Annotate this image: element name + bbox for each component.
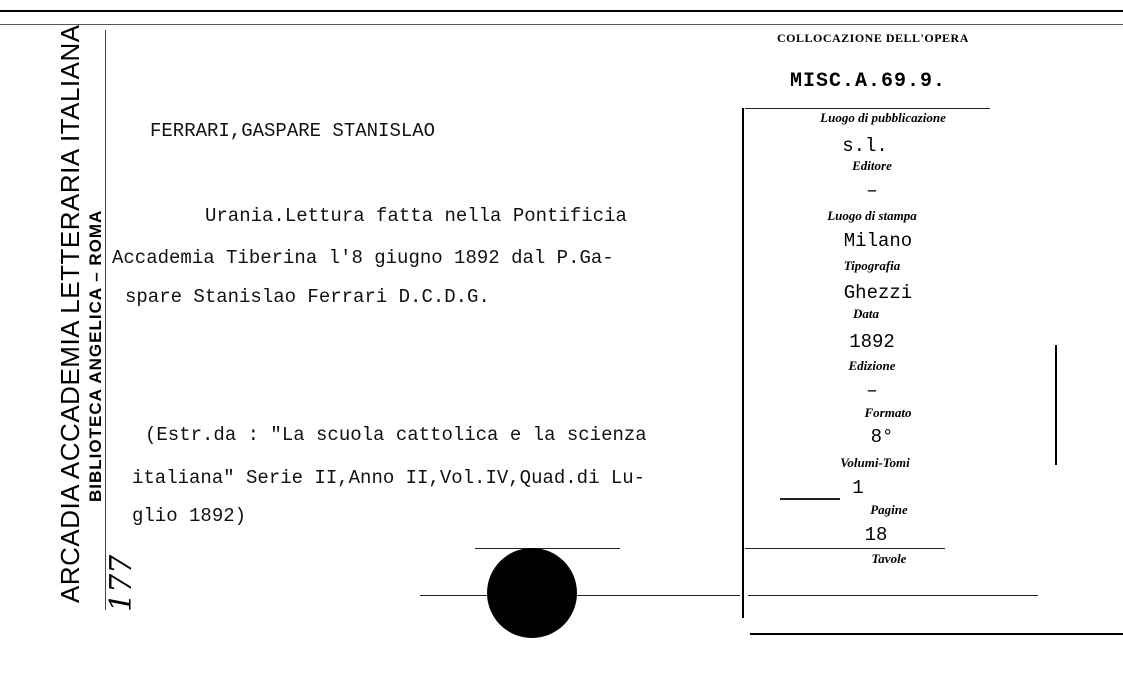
field-label-pages: Pagine: [870, 502, 908, 517]
field-value-printer: Ghezzi: [843, 282, 913, 304]
field-value-pages: 18: [864, 524, 888, 546]
field-dash-3: [745, 548, 945, 549]
handwritten-number: 177: [104, 554, 139, 612]
title-line: Urania.Lettura fatta nella Pontificia: [205, 205, 627, 227]
punch-hole: [487, 548, 577, 638]
field-label-place-of-printing: Luogo di stampa: [827, 208, 917, 223]
field-value-edition: –: [866, 380, 878, 402]
collocation-value: MISC.A.69.9.: [790, 70, 947, 93]
field-value-place-of-publication: s.l.: [842, 135, 888, 157]
field-value-publisher: –: [866, 180, 878, 202]
note-line: glio 1892): [132, 505, 247, 527]
bottom-dash: [420, 595, 740, 596]
field-label-printer: Tipografia: [843, 258, 901, 273]
field-label-edition: Edizione: [848, 358, 896, 373]
field-value-place-of-printing: Milano: [843, 230, 913, 252]
field-value-date: 1892: [849, 331, 895, 353]
title-line: Accademia Tiberina l'8 giugno 1892 dal P.Ga-: [112, 247, 614, 269]
institution-name: ARCADIA ACCADEMIA LETTERARIA ITALIANA: [55, 24, 85, 603]
bottom-border: [750, 633, 1123, 635]
field-dash-1: [745, 108, 990, 109]
field-label-plates: Tavole: [871, 551, 907, 566]
note-line: (Estr.da : "La scuola cattolica e la scienza: [145, 424, 647, 446]
right-edge-rule: [1055, 345, 1057, 465]
collocation-label: COLLOCAZIONE DELL'OPERA: [777, 31, 969, 45]
underline-dash: [475, 548, 620, 549]
field-label-publisher: Editore: [852, 158, 892, 173]
fields-panel-rule: [742, 108, 744, 618]
top-border: [0, 10, 1123, 12]
library-name: BIBLIOTECA ANGELICA – ROMA: [86, 209, 105, 502]
field-label-format: Formato: [864, 405, 912, 420]
field-label-place-of-publication: Luogo di pubblicazione: [820, 110, 946, 125]
field-label-volumes: Volumi-Tomi: [840, 455, 910, 470]
title-line: spare Stanislao Ferrari D.C.D.G.: [125, 286, 490, 308]
author: FERRARI,GASPARE STANISLAO: [150, 120, 436, 142]
note-line: italiana" Serie II,Anno II,Vol.IV,Quad.di Lu-: [132, 467, 646, 489]
bottom-dash-right: [748, 595, 1038, 596]
field-label-date: Data: [853, 306, 879, 321]
top-border-second: [0, 24, 1123, 25]
field-value-volumes: 1: [852, 477, 864, 499]
field-value-format: 8°: [870, 426, 894, 448]
